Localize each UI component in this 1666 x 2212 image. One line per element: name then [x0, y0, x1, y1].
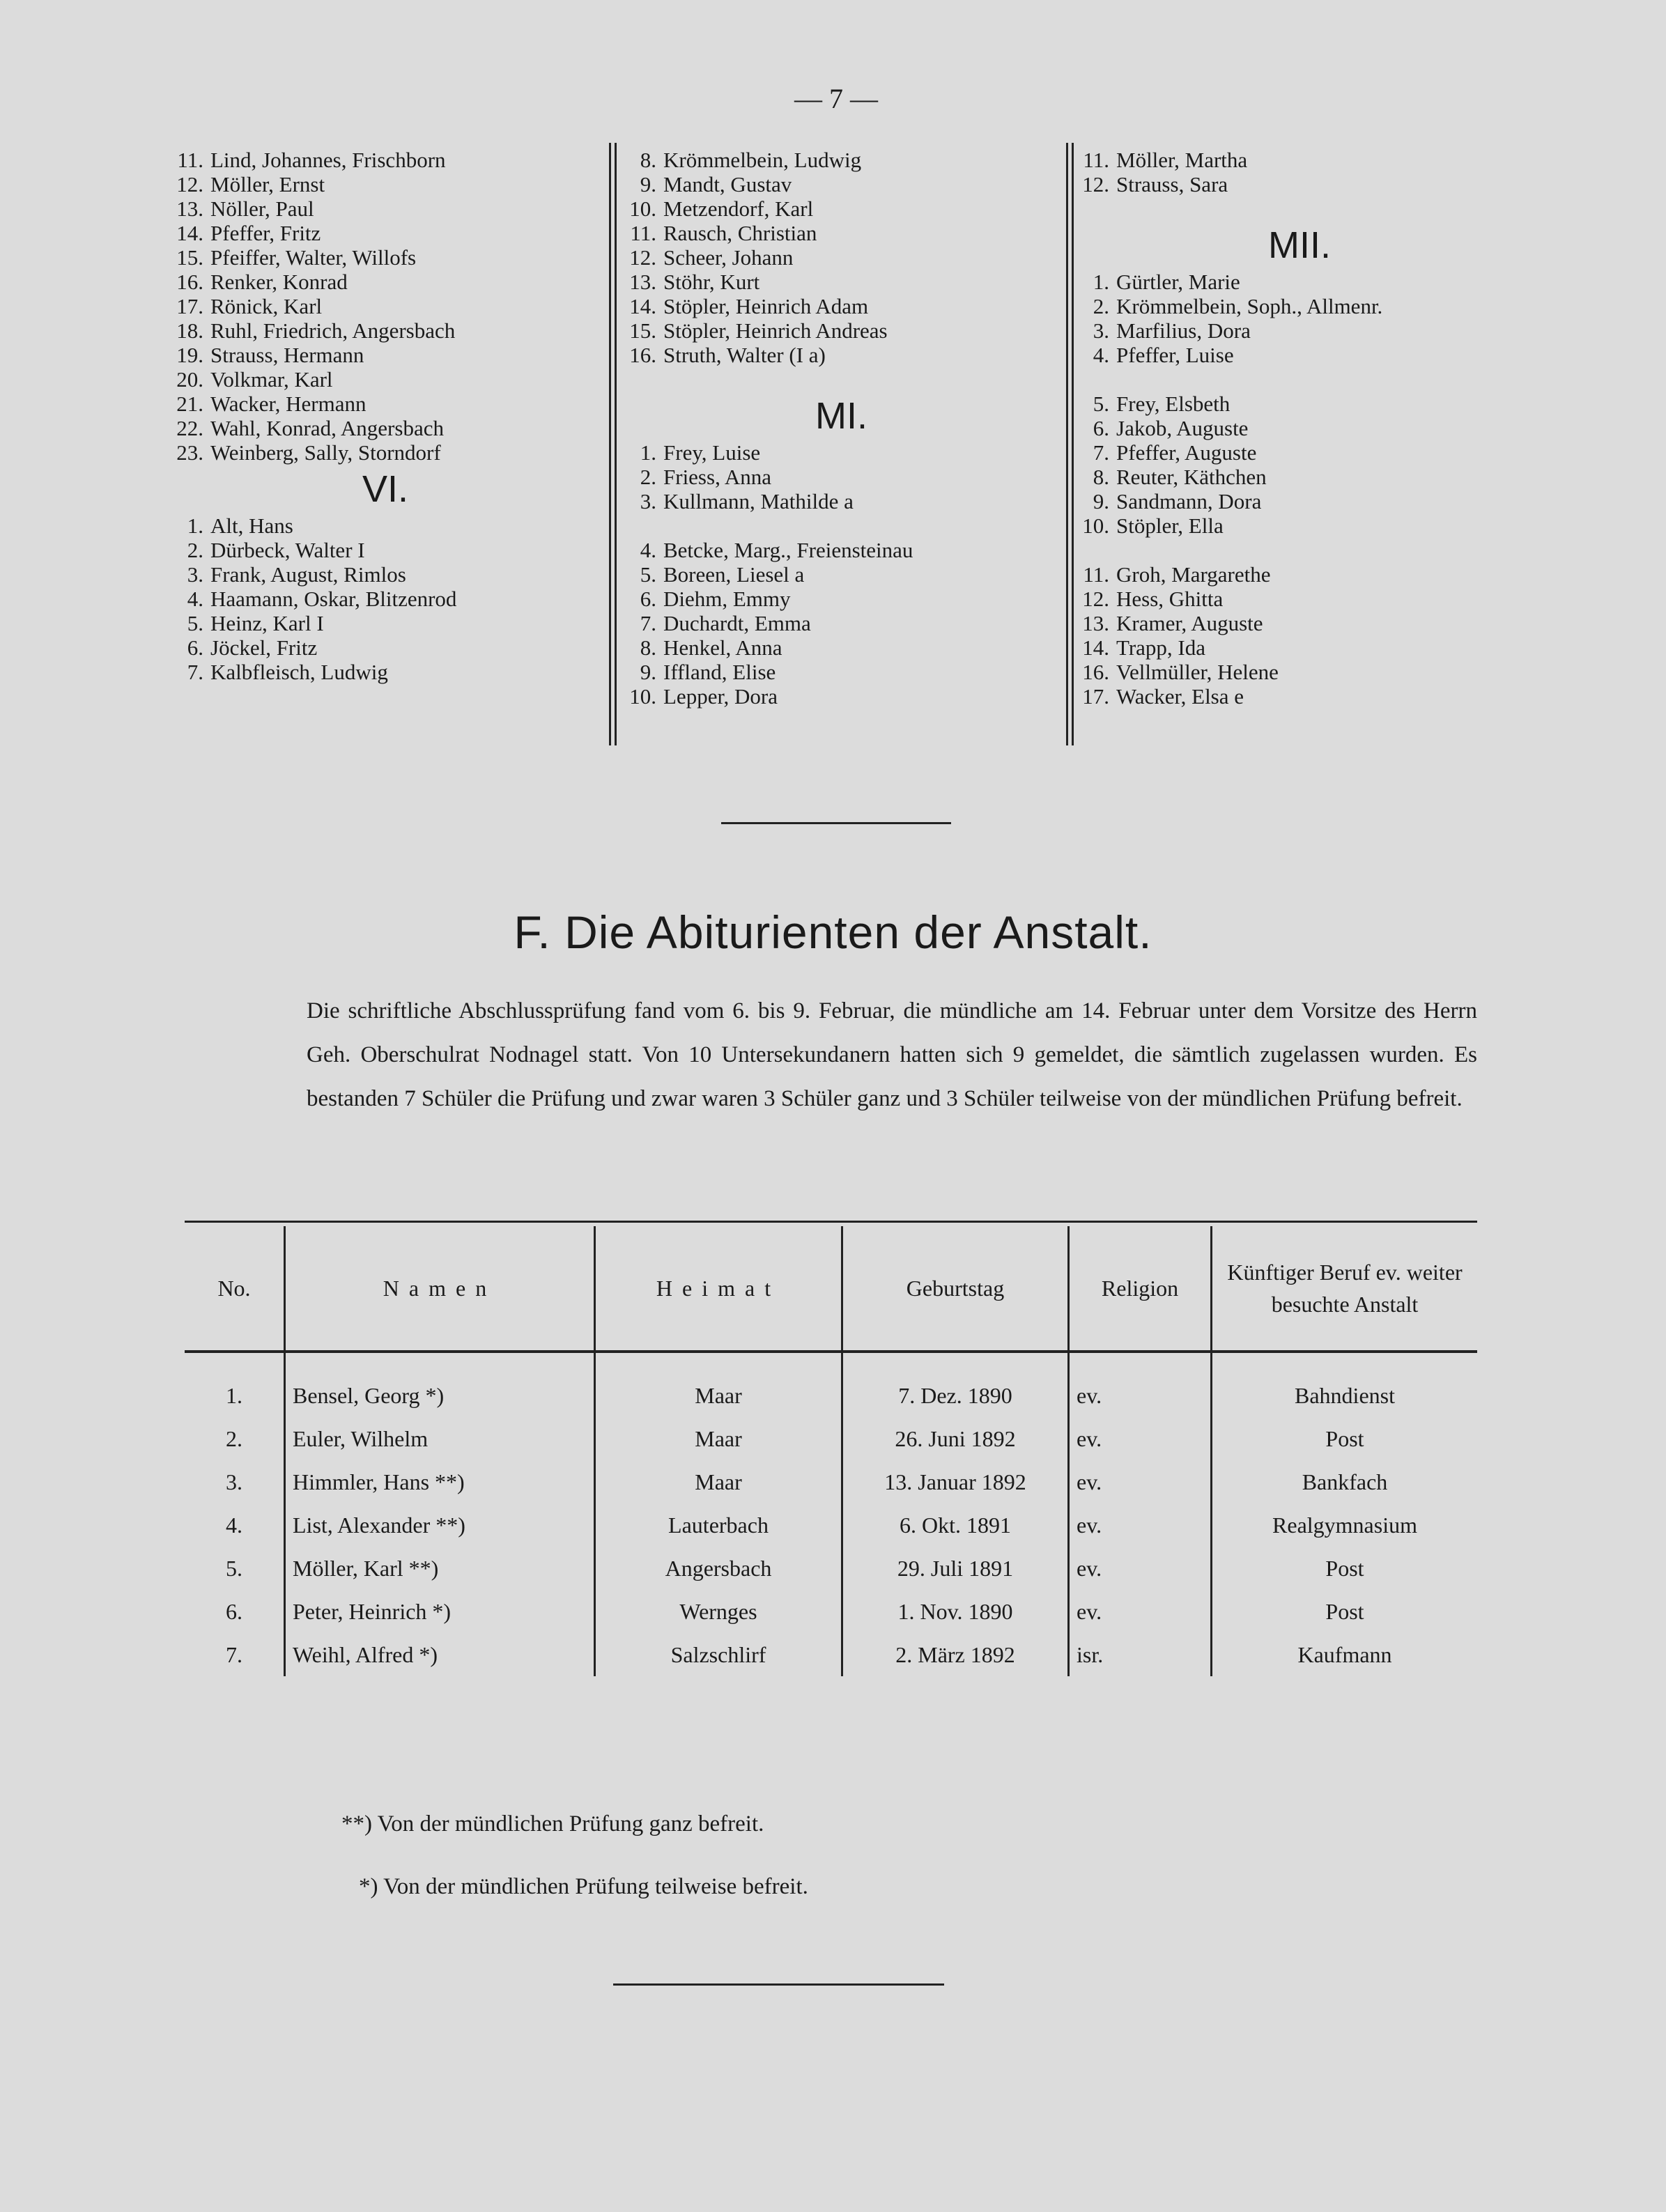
list-item-name: Rausch, Christian	[663, 221, 817, 245]
list-item	[613, 440, 913, 465]
cell-name: Bensel, Georg *)	[285, 1352, 595, 1417]
list-item-number: 9.	[640, 172, 656, 196]
list-item-name: Pfeffer, Fritz	[210, 221, 321, 245]
class-header-vi: VI.	[362, 468, 409, 510]
list-item	[160, 245, 456, 270]
list-item-name: Wacker, Hermann	[210, 392, 367, 416]
table-row	[185, 1590, 1477, 1633]
list-item-number: 14.	[629, 294, 656, 318]
list-item-number: 11.	[1083, 148, 1109, 172]
list-item-name: Mandt, Gustav	[663, 172, 792, 196]
list-item-name: Diehm, Emmy	[663, 587, 791, 611]
list-item	[160, 367, 456, 392]
list-item-name: Wacker, Elsa e	[1116, 684, 1244, 709]
list-item-name: Struth, Walter (I a)	[663, 343, 826, 367]
table-row	[185, 1547, 1477, 1590]
table-row	[185, 1352, 1477, 1417]
list-item-name: Dürbeck, Walter I	[210, 538, 365, 562]
table-top-rule	[185, 1221, 1477, 1223]
list-item-name: Stöpler, Heinrich Adam	[663, 294, 869, 318]
list-item-number: 4.	[1093, 343, 1109, 367]
list-item-number: 7.	[187, 660, 203, 684]
list-item-name: Krömmelbein, Soph., Allmenr.	[1116, 294, 1383, 318]
col-header-no: No.	[185, 1226, 285, 1352]
list-item-name: Kramer, Auguste	[1116, 611, 1263, 635]
list-item-number: 11.	[177, 148, 203, 172]
cell-religion: isr.	[1069, 1633, 1212, 1676]
list-item-number: 4.	[187, 587, 203, 611]
list-item	[613, 245, 913, 270]
list-item	[1066, 172, 1382, 196]
cell-geburtstag: 1. Nov. 1890	[842, 1590, 1069, 1633]
list-item-number: 6.	[1093, 416, 1109, 440]
list-item-name: Sandmann, Dora	[1116, 489, 1262, 513]
list-item-name: Stöpler, Ella	[1116, 513, 1224, 538]
list-item-name: Henkel, Anna	[663, 635, 782, 660]
list-item	[1066, 587, 1382, 611]
list-item-name: Nöller, Paul	[210, 196, 314, 221]
list-item-name: Groh, Margarethe	[1116, 562, 1271, 587]
list-item-number: 11.	[630, 221, 656, 245]
separator-rule	[721, 822, 951, 824]
class-list-column-3	[1066, 148, 1382, 709]
bottom-rule	[613, 1983, 944, 1986]
cell-no: 1.	[226, 1382, 242, 1408]
list-item-number: 18.	[176, 318, 203, 343]
list-item-number: 3.	[640, 489, 656, 513]
list-item-name: Betcke, Marg., Freiensteinau	[663, 538, 913, 562]
table-header-row	[185, 1226, 1477, 1352]
list-item-name: Iffland, Elise	[663, 660, 776, 684]
cell-religion: ev.	[1069, 1460, 1212, 1503]
list-item-number: 13.	[629, 270, 656, 294]
cell-name: List, Alexander **)	[285, 1503, 595, 1547]
list-item-name: Rönick, Karl	[210, 294, 323, 318]
list-item-number: 21.	[176, 392, 203, 416]
list-item	[1066, 684, 1382, 709]
list-item-number: 16.	[629, 343, 656, 367]
list-item	[160, 148, 456, 172]
list-item-name: Metzendorf, Karl	[663, 196, 814, 221]
list-item-number: 14.	[1082, 635, 1109, 660]
list-item-name: Strauss, Sara	[1116, 172, 1228, 196]
list-item-number: 1.	[187, 513, 203, 538]
cell-religion: ev.	[1069, 1417, 1212, 1460]
list-item-name: Jöckel, Fritz	[210, 635, 318, 660]
list-item	[613, 587, 913, 611]
list-item-name: Ruhl, Friedrich, Angersbach	[210, 318, 456, 343]
list-item	[1066, 440, 1382, 465]
col-header-beruf: Künftiger Beruf ev. weiter besuchte Anstalt	[1212, 1226, 1478, 1352]
list-item-number: 15.	[629, 318, 656, 343]
list-item-name: Marfilius, Dora	[1116, 318, 1251, 343]
cell-beruf: Kaufmann	[1212, 1633, 1478, 1676]
cell-heimat: Maar	[595, 1460, 842, 1503]
list-item	[1066, 611, 1382, 635]
cell-heimat: Salzschlirf	[595, 1633, 842, 1676]
cell-no: 6.	[226, 1598, 242, 1624]
list-item-number: 10.	[629, 196, 656, 221]
list-item-number: 8.	[640, 148, 656, 172]
list-item	[1066, 392, 1382, 416]
cell-beruf: Post	[1212, 1417, 1478, 1460]
list-item-name: Lepper, Dora	[663, 684, 778, 709]
list-item-name: Wahl, Konrad, Angersbach	[210, 416, 444, 440]
class-list-column-1	[160, 148, 456, 684]
list-item-number: 5.	[640, 562, 656, 587]
list-item	[613, 489, 913, 513]
cell-geburtstag: 13. Januar 1892	[842, 1460, 1069, 1503]
list-item-number: 17.	[176, 294, 203, 318]
cell-religion: ev.	[1069, 1503, 1212, 1547]
list-item-name: Stöpler, Heinrich Andreas	[663, 318, 888, 343]
table-row	[185, 1503, 1477, 1547]
list-item-name: Friess, Anna	[663, 465, 771, 489]
list-item-name: Möller, Ernst	[210, 172, 325, 196]
list-item-name: Frank, August, Rimlos	[210, 562, 406, 587]
list-item	[613, 294, 913, 318]
footnote-partial-exemption: *) Von der mündlichen Prüfung teilweise befreit.	[359, 1874, 808, 1899]
list-item-number: 16.	[176, 270, 203, 294]
cell-beruf: Bahndienst	[1212, 1352, 1478, 1417]
list-item-number: 20.	[176, 367, 203, 392]
list-item-number: 16.	[1082, 660, 1109, 684]
list-item-number: 15.	[176, 245, 203, 270]
exam-paragraph: Die schriftliche Abschlussprüfung fand vom 6. bis 9. Februar, die mündliche am 14. Februar unter dem Vorsitze des Herrn Geh. Oberschulrat Nodnagel statt. Von 10 Untersekundanern hatten sich 9 gemeldet, die sämtlich zugelassen wurden. Es bestanden 7 Schüler die Prüfung und zwar waren 3 Schüler ganz und 3 Schüler teilweise von der mündlichen Prüfung befreit.	[307, 998, 1477, 1111]
list-item	[613, 660, 913, 684]
cell-heimat: Wernges	[595, 1590, 842, 1633]
list-item-name: Pfeiffer, Walter, Willofs	[210, 245, 417, 270]
cell-beruf: Post	[1212, 1547, 1478, 1590]
cell-religion: ev.	[1069, 1352, 1212, 1417]
cell-geburtstag: 26. Juni 1892	[842, 1417, 1069, 1460]
list-item-number: 2.	[187, 538, 203, 562]
table-row	[185, 1417, 1477, 1460]
list-item	[1066, 489, 1382, 513]
list-item	[613, 196, 913, 221]
page-number: — 7 —	[794, 83, 878, 114]
list-item-number: 8.	[640, 635, 656, 660]
list-item	[160, 196, 456, 221]
list-item-number: 17.	[1082, 684, 1109, 709]
list-item-name: Krömmelbein, Ludwig	[663, 148, 862, 172]
list-item-name: Hess, Ghitta	[1116, 587, 1224, 611]
list-item-number: 9.	[640, 660, 656, 684]
list-item-name: Kalbfleisch, Ludwig	[210, 660, 388, 684]
list-item	[613, 221, 913, 245]
cell-geburtstag: 7. Dez. 1890	[842, 1352, 1069, 1417]
list-item	[1066, 294, 1382, 318]
list-item	[160, 172, 456, 196]
list-item-number: 1.	[1093, 270, 1109, 294]
list-item	[1066, 148, 1382, 172]
list-item-name: Volkmar, Karl	[210, 367, 333, 392]
list-item-name: Lind, Johannes, Frischborn	[210, 148, 446, 172]
list-item-name: Trapp, Ida	[1116, 635, 1206, 660]
list-item-number: 7.	[640, 611, 656, 635]
cell-religion: ev.	[1069, 1547, 1212, 1590]
cell-no: 7.	[226, 1641, 242, 1667]
col-header-heimat: Heimat	[595, 1226, 842, 1352]
class-header-mi: MI.	[815, 395, 867, 437]
list-item-number: 6.	[640, 587, 656, 611]
class-header-mii: MII.	[1268, 224, 1331, 266]
list-item-name: Gürtler, Marie	[1116, 270, 1240, 294]
list-item	[160, 635, 456, 660]
list-item-name: Strauss, Hermann	[210, 343, 364, 367]
list-item-number: 23.	[176, 440, 203, 465]
list-item	[160, 221, 456, 245]
list-item-number: 1.	[640, 440, 656, 465]
cell-no: 4.	[226, 1512, 242, 1538]
column-divider	[609, 143, 611, 745]
list-item-name: Heinz, Karl I	[210, 611, 324, 635]
list-item-number: 12.	[176, 172, 203, 196]
cell-name: Möller, Karl **)	[285, 1547, 595, 1590]
section-title: F. Die Abiturienten der Anstalt.	[514, 906, 1152, 958]
list-item	[160, 660, 456, 684]
list-item	[1066, 635, 1382, 660]
list-item	[160, 392, 456, 416]
list-item-number: 5.	[1093, 392, 1109, 416]
list-item	[160, 416, 456, 440]
list-item-name: Frey, Elsbeth	[1116, 392, 1231, 416]
list-item-number: 13.	[1082, 611, 1109, 635]
list-item	[1066, 513, 1382, 538]
list-item-name: Reuter, Käthchen	[1116, 465, 1267, 489]
cell-beruf: Realgymnasium	[1212, 1503, 1478, 1547]
list-item	[1066, 660, 1382, 684]
list-item-number: 14.	[176, 221, 203, 245]
list-item	[613, 684, 913, 709]
list-item-name: Boreen, Liesel a	[663, 562, 805, 587]
list-item	[160, 318, 456, 343]
list-item	[613, 465, 913, 489]
list-item-name: Pfeffer, Luise	[1116, 343, 1234, 367]
list-item-number: 3.	[187, 562, 203, 587]
cell-name: Peter, Heinrich *)	[285, 1590, 595, 1633]
cell-beruf: Post	[1212, 1590, 1478, 1633]
list-item	[160, 343, 456, 367]
list-item	[613, 343, 913, 367]
cell-beruf: Bankfach	[1212, 1460, 1478, 1503]
list-item	[1066, 465, 1382, 489]
col-header-name: Namen	[285, 1226, 595, 1352]
cell-no: 5.	[226, 1555, 242, 1581]
list-item	[613, 611, 913, 635]
list-item-number: 3.	[1093, 318, 1109, 343]
list-item-name: Scheer, Johann	[663, 245, 794, 270]
cell-heimat: Lauterbach	[595, 1503, 842, 1547]
list-item-number: 6.	[187, 635, 203, 660]
cell-geburtstag: 2. März 1892	[842, 1633, 1069, 1676]
list-item-number: 8.	[1093, 465, 1109, 489]
list-item	[1066, 562, 1382, 587]
list-item	[613, 635, 913, 660]
list-item-number: 7.	[1093, 440, 1109, 465]
list-item	[160, 587, 456, 611]
footnote-full-exemption: **) Von der mündlichen Prüfung ganz befreit.	[341, 1811, 764, 1836]
list-item	[1066, 343, 1382, 367]
list-item-name: Frey, Luise	[663, 440, 761, 465]
list-item-name: Alt, Hans	[210, 513, 293, 538]
list-item-name: Weinberg, Sally, Storndorf	[210, 440, 441, 465]
col-header-religion: Religion	[1069, 1226, 1212, 1352]
list-item	[613, 172, 913, 196]
list-item	[613, 538, 913, 562]
cell-no: 2.	[226, 1425, 242, 1451]
class-list-column-2	[613, 148, 913, 709]
cell-name: Euler, Wilhelm	[285, 1417, 595, 1460]
list-item-number: 12.	[1082, 587, 1109, 611]
list-item-name: Renker, Konrad	[210, 270, 348, 294]
list-item-name: Kullmann, Mathilde a	[663, 489, 854, 513]
list-item	[160, 538, 456, 562]
list-item	[160, 611, 456, 635]
list-item	[613, 562, 913, 587]
list-item	[1066, 270, 1382, 294]
col-header-geburtstag: Geburtstag	[842, 1226, 1069, 1352]
list-item-number: 4.	[640, 538, 656, 562]
list-item-name: Möller, Martha	[1116, 148, 1248, 172]
list-item	[613, 148, 913, 172]
list-item-name: Haamann, Oskar, Blitzenrod	[210, 587, 457, 611]
list-item	[1066, 318, 1382, 343]
table-row	[185, 1633, 1477, 1676]
cell-name: Weihl, Alfred *)	[285, 1633, 595, 1676]
list-item-number: 9.	[1093, 489, 1109, 513]
list-item-number: 13.	[176, 196, 203, 221]
cell-heimat: Angersbach	[595, 1547, 842, 1590]
list-item-number: 22.	[176, 416, 203, 440]
list-item-number: 10.	[629, 684, 656, 709]
cell-heimat: Maar	[595, 1352, 842, 1417]
cell-heimat: Maar	[595, 1417, 842, 1460]
list-item-number: 12.	[629, 245, 656, 270]
cell-geburtstag: 6. Okt. 1891	[842, 1503, 1069, 1547]
list-item-number: 2.	[640, 465, 656, 489]
list-item-number: 19.	[176, 343, 203, 367]
list-item-name: Duchardt, Emma	[663, 611, 811, 635]
list-item-name: Vellmüller, Helene	[1116, 660, 1279, 684]
cell-religion: ev.	[1069, 1590, 1212, 1633]
list-item	[160, 440, 456, 465]
list-item-number: 11.	[1083, 562, 1109, 587]
list-item-number: 12.	[1082, 172, 1109, 196]
cell-no: 3.	[226, 1469, 242, 1494]
cell-geburtstag: 29. Juli 1891	[842, 1547, 1069, 1590]
list-item-number: 2.	[1093, 294, 1109, 318]
abiturienten-table	[185, 1226, 1477, 1676]
list-item-name: Jakob, Auguste	[1116, 416, 1249, 440]
cell-name: Himmler, Hans **)	[285, 1460, 595, 1503]
table-row	[185, 1460, 1477, 1503]
list-item-number: 10.	[1082, 513, 1109, 538]
list-item-number: 5.	[187, 611, 203, 635]
list-item	[613, 270, 913, 294]
list-item	[160, 270, 456, 294]
list-item	[160, 294, 456, 318]
list-item-name: Stöhr, Kurt	[663, 270, 760, 294]
list-item	[160, 562, 456, 587]
list-item	[160, 513, 456, 538]
list-item	[613, 318, 913, 343]
list-item	[1066, 416, 1382, 440]
list-item-name: Pfeffer, Auguste	[1116, 440, 1257, 465]
